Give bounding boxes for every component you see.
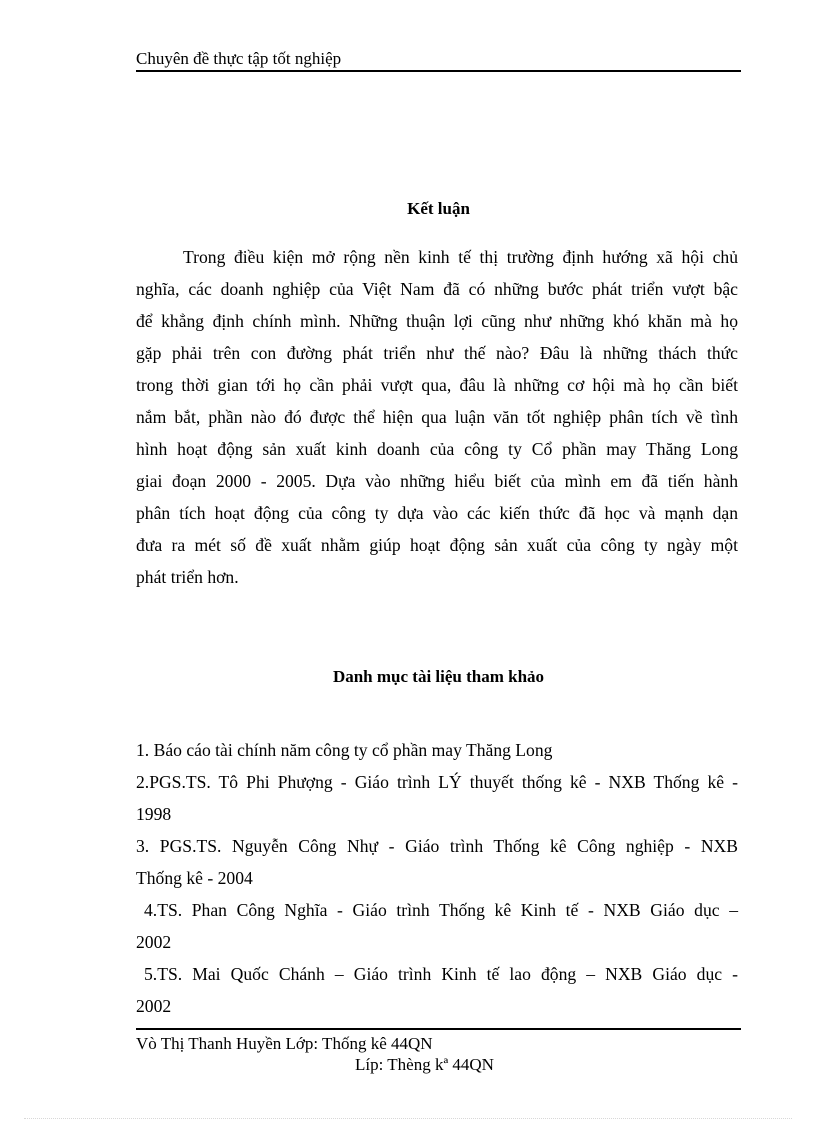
conclusion-paragraph	[136, 241, 738, 593]
conclusion-heading: Kết luận	[407, 199, 470, 218]
reference-line: 2002	[136, 932, 172, 952]
page-bottom-dotted-border	[24, 1118, 792, 1119]
page-header-title: Chuyên đề thực tập tốt nghiệp	[136, 49, 342, 68]
paragraph-line: phân tích hoạt động của công ty dựa vào các kiến thức đã học và mạnh dạn	[136, 503, 738, 523]
footer-class-garbled: Líp: Thèng kª 44QN	[355, 1055, 494, 1074]
reference-line: 3. PGS.TS. Nguyễn Công Nhự - Giáo trình Thống kê Công nghiệp - NXB	[136, 836, 738, 856]
paragraph-line: nghĩa, các doanh nghiệp của Việt Nam đã có những bước phát triển vượt bậc	[136, 279, 738, 299]
paragraph-line: gặp phải trên con đường phát triển như thế nào? Đâu là những thách thức	[136, 343, 738, 363]
paragraph-line: phát triển hơn.	[136, 567, 239, 587]
paragraph-line: nắm bắt, phần nào đó được thể hiện qua luận văn tốt nghiệp phân tích về tình	[136, 407, 738, 427]
paragraph-line: để khẳng định chính mình. Những thuận lợi cũng như những khó khăn mà họ	[136, 311, 738, 331]
paragraph-line: trong thời gian tới họ cần phải vượt qua, đâu là những cơ hội mà họ cần biết	[136, 375, 738, 395]
footer-divider	[136, 1028, 741, 1030]
paragraph-line: giai đoạn 2000 - 2005. Dựa vào những hiểu biết của mình em đã tiến hành	[136, 471, 738, 491]
reference-line: 5.TS. Mai Quốc Chánh – Giáo trình Kinh tế lao động – NXB Giáo dục -	[144, 964, 738, 984]
reference-line: Thống kê - 2004	[136, 868, 253, 888]
reference-line: 1. Báo cáo tài chính năm công ty cổ phần may Thăng Long	[136, 740, 553, 760]
reference-line: 2.PGS.TS. Tô Phi Phượng - Giáo trình LÝ thuyết thống kê - NXB Thống kê -	[136, 772, 738, 792]
paragraph-line: hình hoạt động sản xuất kinh doanh của công ty Cổ phần may Thăng Long	[136, 439, 738, 459]
paragraph-line: đưa ra mét số đề xuất nhằm giúp hoạt động sản xuất của công ty ngày một	[136, 535, 738, 555]
references-heading: Danh mục tài liệu tham khảo	[332, 667, 545, 686]
reference-line: 1998	[136, 804, 172, 824]
footer-author-class: Vò Thị Thanh Huyền Lớp: Thống kê 44QN	[136, 1034, 433, 1053]
references-list	[136, 734, 738, 1022]
reference-line: 2002	[136, 996, 172, 1016]
header-divider	[136, 70, 741, 72]
paragraph-line: Trong điều kiện mở rộng nền kinh tế thị trường định hướng xã hội chủ	[183, 247, 738, 267]
reference-line: 4.TS. Phan Công Nghĩa - Giáo trình Thống kê Kinh tế - NXB Giáo dục –	[144, 900, 738, 920]
